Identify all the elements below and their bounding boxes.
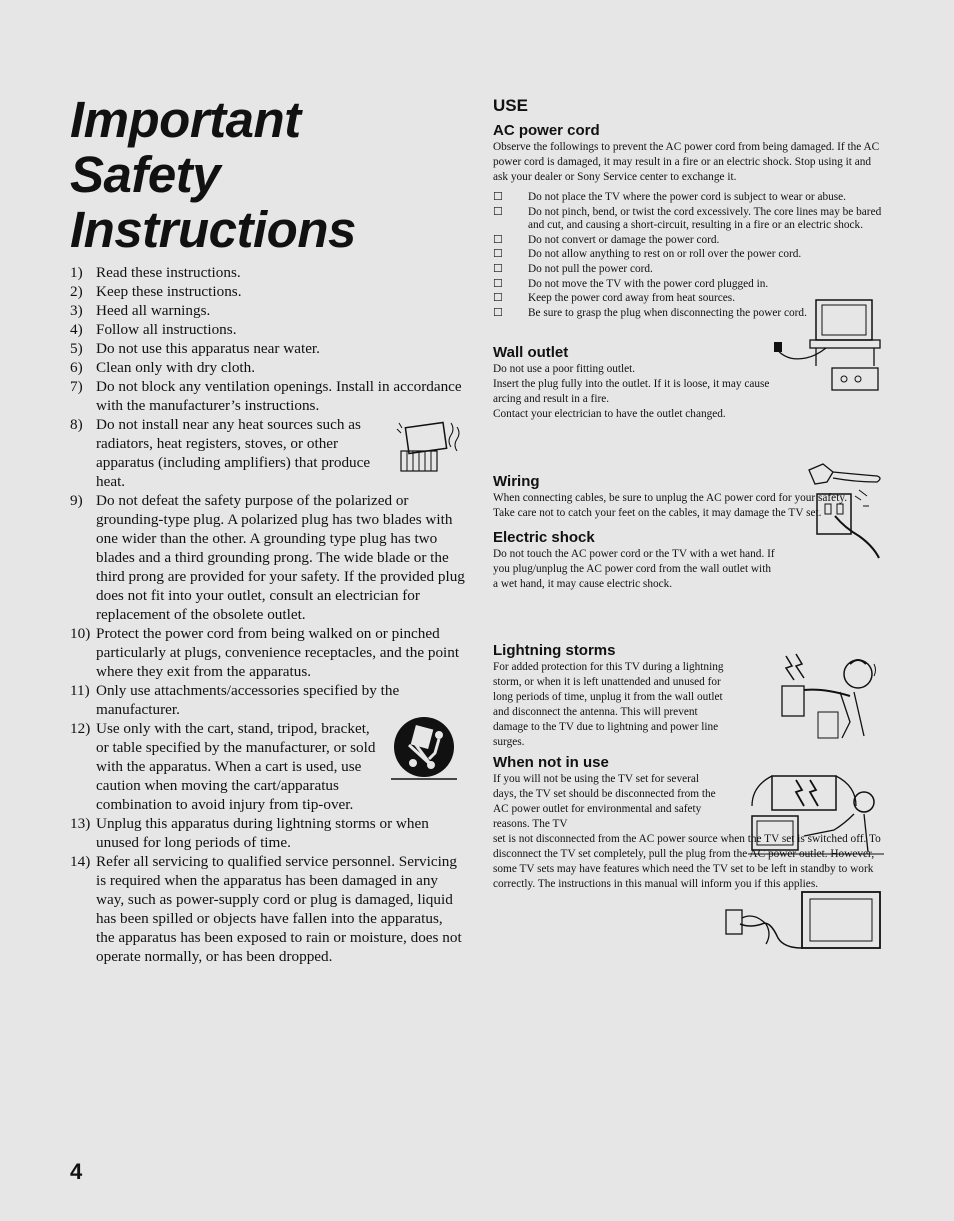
wall-outlet-heading: Wall outlet xyxy=(493,344,569,362)
instruction-list xyxy=(70,263,465,966)
ac-intro: Observe the followings to prevent the AC power cord from being damaged. If the AC power cord is damaged, it may result in a fire or an electric shock. Stop using it and ask your dealer or Sony Service center to exchange it. xyxy=(493,141,880,183)
page-title: Important Safety Instructions xyxy=(70,91,356,258)
ac-power-cord-heading: AC power cord xyxy=(493,122,600,139)
heater-tv-illustration xyxy=(393,417,465,473)
left-column xyxy=(70,92,465,966)
list-item: ☐ Do not pinch, bend, or twist the cord excessively. The core lines may be bared and cut, and causing a short-circuit, resulting in a fire or an electric shock. xyxy=(493,205,882,232)
tv-cord-illustration xyxy=(772,296,884,396)
right-column: USE AC power cord Observe the followings to prevent the AC power cord from being damaged. If the AC power cord is damaged, it may result in a fire or an electric shock. Stop using it and ask your dealer or Sony Service center to exchange it. ☐ Do not place the TV where the power cord is subject to wear or abuse. ☐ Do not pinch, bend, or twist the cord excessively. The core lines may be bared and cut, and causing a short-circuit, resulting in a fire or an electric shock. ☐ Do not convert or damage the power cord. ☐ Do not allow anything to rest on or roll over the power cord. ☐ Do not pull the power cord. ☐ Do not move the TV with the power cord plugged in. ☐ Keep the power cord away from heat sources. ☐ Be sure to grasp the plug when disconnecting the power cord. Wall outlet Do not use a poor fitting outlet. Insert the plug fully into the outlet. If it is loose, it may cause arcing and result in a fire. Contact your electrician to have the outlet changed. Wiring When connecting cables, be sure to unplug the AC power cord for your safety. Take care not to catch your feet on the cables, it may damage the TV set. Electric shock Do not touch the AC power cord or the TV with a wet hand. If you plug/unplug the AC power cord from the wall outlet with a wet hand, it may cause electric shock. Lightning storms For added protection for this TV during a lightning storm, or when it is left unattended and unused for long periods of time, unplug it from the wall outlet and disconnect the antenna. This will prevent damage to the TV due to lightning and power line surges. When not in use If you will not be using the TV set for several days, the TV set should be disconnected from the AC power outlet for environmental and safety reasons. The TV set is not disconnected from the AC power source when the TV set is switched off. To disconnect the TV set completely, pull the plug from the AC power outlet. However, some TV sets may have features which need the TV set to be left in standby to work correctly. The instructions in this manual will inform you if this applies. xyxy=(493,96,885,892)
list-item: ☐ Keep the power cord away from heat sources. xyxy=(493,292,736,305)
list-item: 8) Do not install near any heat sources such as radiators, heat registers, stoves, or other apparatus (including amplifiers) that produce heat. xyxy=(70,415,465,491)
list-item: 3) Heed all warnings. xyxy=(70,302,211,319)
lightning-storm-illustration xyxy=(748,772,884,858)
electric-shock-text: Do not touch the AC power cord or the TV with a wet hand. If you plug/unplug the AC power cord from the wall outlet with a wet hand, it may cause electric shock. xyxy=(493,548,775,591)
list-item: 9) Do not defeat the safety purpose of the polarized or grounding-type plug. A polarized plug has two blades with one wider than the other. A grounding type plug has two blades and a third grounding prong. The wide blade or the third prong are provided for your safety. If the provided plug does not fit into your outlet, consult an electrician for replacement of the obsolete outlet. xyxy=(70,492,465,623)
list-item: ☐ Do not pull the power cord. xyxy=(493,262,653,275)
list-item: 5) Do not use this apparatus near water. xyxy=(70,340,320,357)
list-item: 14) Refer all servicing to qualified service personnel. Servicing is required when the apparatus has been damaged in any way, such as power-supply cord or plug is damaged, liquid has been spilled or objects have fallen into the apparatus, the apparatus has been exposed to rain or moisture, does not operate normally, or has been dropped. xyxy=(70,853,462,965)
list-item: 6) Clean only with dry cloth. xyxy=(70,359,256,376)
lightning-storms-heading: Lightning storms xyxy=(493,642,616,660)
list-item: 1) Read these instructions. xyxy=(70,264,241,281)
list-item: ☐ Do not allow anything to rest on or roll over the power cord. xyxy=(493,248,802,261)
unplug-tv-illustration xyxy=(722,890,884,960)
cart-tipover-warning-icon xyxy=(391,715,457,783)
list-item: 12) Use only with the cart, stand, tripod, bracket, or table specified by the manufacturer, or sold with the apparatus. When a cart is used, use caution when moving the cart/apparatus combination to avoid injury from tip-over. xyxy=(70,719,465,814)
list-item: 13) Unplug this apparatus during lightning storms or when unused for long periods of time. xyxy=(70,815,429,851)
list-item: 10) Protect the power cord from being walked on or pinched particularly at plugs, convenience receptacles, and the point where they exit from the apparatus. xyxy=(70,625,460,680)
list-item: ☐ Be sure to grasp the plug when disconnecting the power cord. xyxy=(493,306,807,319)
list-item: ☐ Do not convert or damage the power cord. xyxy=(493,233,720,246)
when-not-in-use-text-b: set is not disconnected from the AC power source when the TV set is switched off. To disconnect the TV set completely, pull the plug from the AC power outlet. However, some TV sets may have features which need the TV set to be left in standby to work correctly. The instructions in this manual will inform you if this applies. xyxy=(493,833,881,891)
when-not-in-use-heading: When not in use xyxy=(493,754,609,772)
when-not-in-use-text-a: If you will not be using the TV set for several days, the TV set should be disconnected from the AC power outlet for environmental and safety reasons. The TV xyxy=(493,773,716,831)
list-item: 4) Follow all instructions. xyxy=(70,321,237,338)
lightning-storms-text: For added protection for this TV during a lightning storm, or when it is left unattended and unused for long periods of time, unplug it from the wall outlet and disconnect the antenna. This will prevent damage to the TV due to lightning and power line surges. xyxy=(493,661,724,749)
electric-shock-heading: Electric shock xyxy=(493,529,595,547)
wall-outlet-plug-illustration xyxy=(805,460,883,560)
use-heading: USE xyxy=(493,96,528,115)
list-item: ☐ Do not move the TV with the power cord plugged in. xyxy=(493,277,769,290)
list-item: 7) Do not block any ventilation openings. Install in accordance with the manufacturer’s instructions. xyxy=(70,378,462,414)
list-item: 2) Keep these instructions. xyxy=(70,283,242,300)
page-number: 4 xyxy=(70,1159,83,1184)
wiring-heading: Wiring xyxy=(493,473,540,491)
list-item: 11) Only use attachments/accessories specified by the manufacturer. xyxy=(70,682,400,718)
electric-shock-illustration xyxy=(778,652,882,740)
wall-outlet-text: Do not use a poor fitting outlet. Insert the plug fully into the outlet. If it is loose, it may cause arcing and result in a fire. Contact your electrician to have the outlet changed. xyxy=(493,363,770,421)
list-item: ☐ Do not place the TV where the power cord is subject to wear or abuse. xyxy=(493,191,846,203)
